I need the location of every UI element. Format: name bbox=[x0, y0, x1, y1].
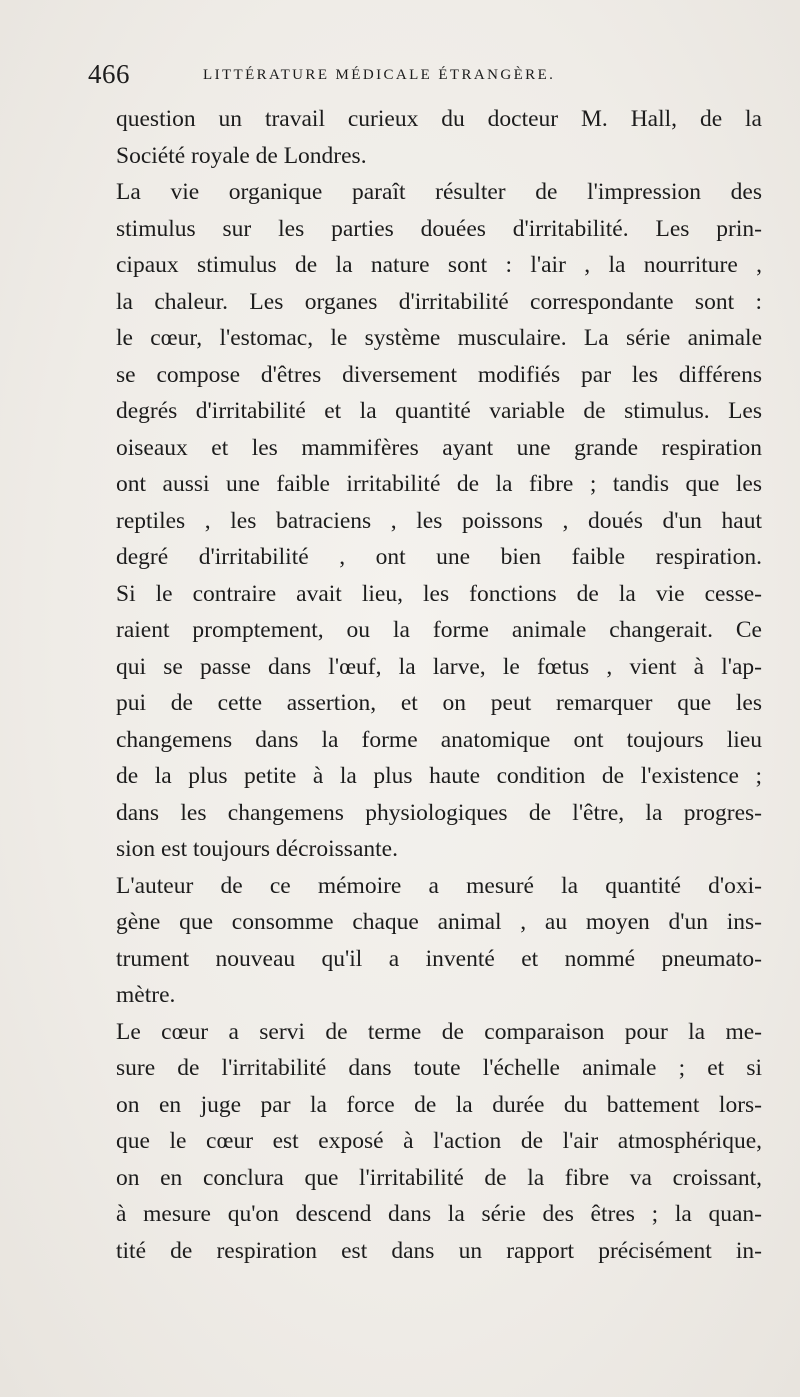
text-line: dans les changemens physiologiques de l'être, la progres- bbox=[116, 799, 762, 826]
page-header bbox=[88, 58, 648, 90]
text-line: raient promptement, ou la forme animale changerait. Ce bbox=[116, 617, 762, 643]
text-line: on en conclura que l'irritabilité de la fibre va croissant, bbox=[116, 1164, 762, 1191]
text-line: pui de cette assertion, et on peut remarquer que les bbox=[116, 690, 762, 716]
paragraph-start-line: La vie organique paraît résulter de l'impression des bbox=[116, 179, 762, 205]
text-line: de la plus petite à la plus haute condition de l'existence ; bbox=[116, 763, 762, 789]
text-line: reptiles , les batraciens , les poissons , doués d'un haut bbox=[116, 507, 762, 534]
text-line: changemens dans la forme anatomique ont toujours lieu bbox=[116, 726, 762, 753]
text-line: stimulus sur les parties douées d'irritabilité. Les prin- bbox=[116, 215, 762, 242]
running-head: LITTÉRATURE MÉDICALE ÉTRANGÈRE. bbox=[203, 67, 556, 83]
text-line: la chaleur. Les organes d'irritabilité correspondante sont : bbox=[116, 288, 762, 315]
text-line: que le cœur est exposé à l'action de l'air atmosphérique, bbox=[116, 1128, 762, 1154]
text-line: question un travail curieux du docteur M. Hall, de la bbox=[116, 106, 762, 132]
text-line: oiseaux et les mammifères ayant une grande respiration bbox=[116, 434, 762, 461]
text-line: à mesure qu'on descend dans la série des êtres ; la quan- bbox=[116, 1201, 762, 1227]
text-line: sure de l'irritabilité dans toute l'échelle animale ; et si bbox=[116, 1055, 762, 1081]
text-line: sion est toujours décroissante. bbox=[116, 836, 398, 862]
text-line: gène que consomme chaque animal , au moyen d'un ins- bbox=[116, 909, 762, 935]
text-line: trument nouveau qu'il a inventé et nommé pneumato- bbox=[116, 945, 762, 972]
text-line: on en juge par la force de la durée du battement lors- bbox=[116, 1091, 762, 1118]
text-line: qui se passe dans l'œuf, la larve, le fœtus , vient à l'ap- bbox=[116, 653, 762, 680]
text-line: Société royale de Londres. bbox=[116, 142, 367, 169]
text-line: cipaux stimulus de la nature sont : l'air , la nourriture , bbox=[116, 252, 762, 278]
page-number: 466 bbox=[88, 59, 130, 89]
text-line: le cœur, l'estomac, le système musculaire. La série animale bbox=[116, 325, 762, 351]
text-line: degré d'irritabilité , ont une bien faible respiration. bbox=[116, 544, 762, 570]
text-line: mètre. bbox=[116, 982, 176, 1008]
text-line: degrés d'irritabilité et la quantité variable de stimulus. Les bbox=[116, 398, 762, 424]
text-line: Si le contraire avait lieu, les fonctions de la vie cesse- bbox=[116, 580, 762, 607]
text-line: tité de respiration est dans un rapport précisément in- bbox=[116, 1237, 762, 1264]
text-line: se compose d'êtres diversement modifiés par les différens bbox=[116, 361, 762, 388]
text-line: ont aussi une faible irritabilité de la fibre ; tandis que les bbox=[116, 471, 762, 497]
paragraph-start-line: L'auteur de ce mémoire a mesuré la quantité d'oxi- bbox=[116, 872, 762, 899]
paragraph-start-line: Le cœur a servi de terme de comparaison pour la me- bbox=[116, 1018, 762, 1045]
